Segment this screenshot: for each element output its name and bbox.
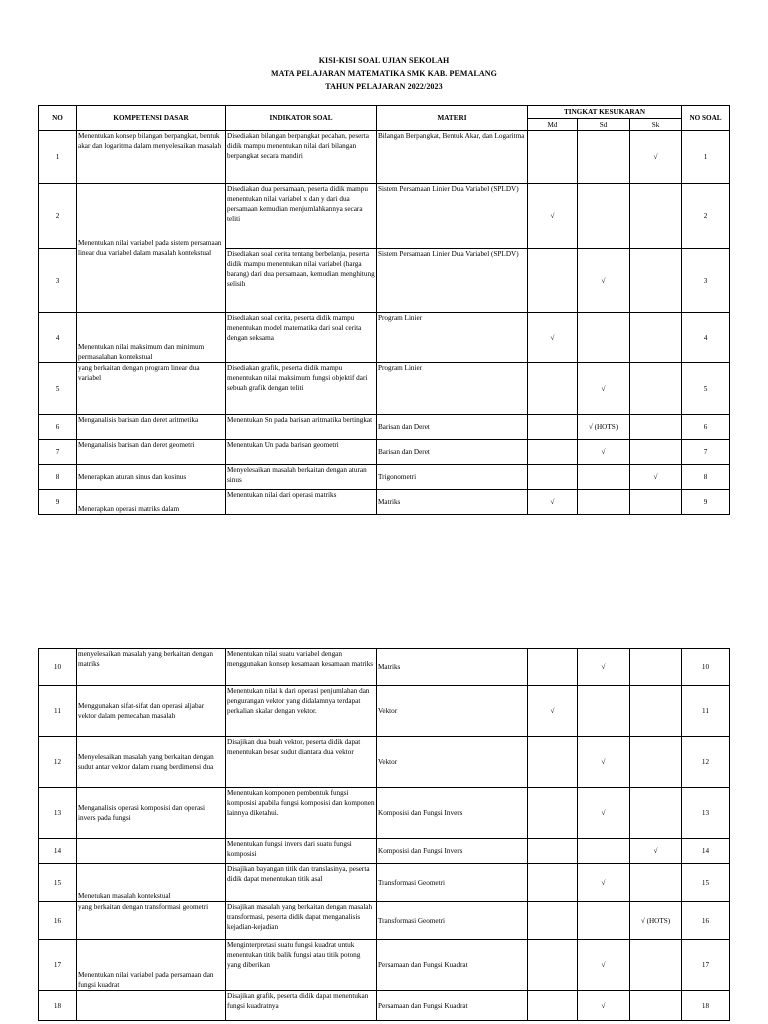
table-row [39, 131, 730, 184]
row-number: 18 [39, 991, 77, 1021]
no-soal-cell: 3 [682, 249, 730, 313]
materi-cell: Persamaan dan Fungsi Kuadrat [377, 991, 528, 1021]
sd-cell: √ [578, 440, 630, 465]
md-cell [528, 249, 578, 313]
kompetensi-dasar-cell: Menentukan nilai variabel pada sistem persamaan linear dua variabel dalam masalah kontekstual [77, 184, 226, 313]
sk-cell [630, 313, 682, 363]
materi-cell: Bilangan Berpangkat, Bentuk Akar, dan Logaritma [377, 131, 528, 184]
kompetensi-dasar-cell: menyelesaikan masalah yang berkaitan dengan matriks [77, 649, 226, 686]
indikator-cell: Disediakan grafik, peserta didik mampu menentukan nilai maksimum fungsi objektif dari sebuah grafik dengan teliti [226, 363, 377, 415]
table-row [39, 902, 730, 940]
materi-cell: Trigonometri [377, 465, 528, 490]
header-indikator-soal: INDIKATOR SOAL [226, 106, 377, 131]
sd-cell [578, 686, 630, 737]
indikator-cell: Menentukan nilai suatu variabel dengan menggunakan konsep kesamaan kesamaan matriks [226, 649, 377, 686]
sd-cell: √ [578, 249, 630, 313]
kisi-kisi-table-page-2 [38, 648, 730, 1021]
materi-cell: Program Linier [377, 363, 528, 415]
table-row [39, 415, 730, 440]
kompetensi-dasar-cell: Menentukan nilai maksimum dan minimum permasalahan kontekstual [77, 313, 226, 363]
sk-cell: √ [630, 465, 682, 490]
indikator-cell: Disediakan bilangan berpangkat pecahan, peserta didik mampu menentukan nilai dari bilangan berpangkat secara mandiri [226, 131, 377, 184]
sd-cell [578, 313, 630, 363]
no-soal-cell: 9 [682, 490, 730, 515]
no-soal-cell: 4 [682, 313, 730, 363]
table-row [39, 440, 730, 465]
sd-cell: √ [578, 864, 630, 902]
no-soal-cell: 10 [682, 649, 730, 686]
table-row [39, 864, 730, 902]
sk-cell: √ (HOTS) [630, 902, 682, 940]
kompetensi-dasar-cell [77, 991, 226, 1021]
md-cell [528, 649, 578, 686]
kompetensi-dasar-cell: yang berkaitan dengan transformasi geometri [77, 902, 226, 940]
sk-cell [630, 686, 682, 737]
md-cell: √ [528, 686, 578, 737]
kompetensi-dasar-cell: yang berkaitan dengan program linear dua variabel [77, 363, 226, 415]
md-cell [528, 991, 578, 1021]
indikator-cell: Menentukan nilai dari operasi matriks [226, 490, 377, 515]
no-soal-cell: 15 [682, 864, 730, 902]
sd-cell [578, 465, 630, 490]
row-number: 2 [39, 184, 77, 249]
sk-cell [630, 490, 682, 515]
sk-cell [630, 415, 682, 440]
sd-cell [578, 184, 630, 249]
sd-cell [578, 131, 630, 184]
materi-cell: Sistem Persamaan Linier Dua Variabel (SPLDV) [377, 249, 528, 313]
md-cell [528, 415, 578, 440]
no-soal-cell: 6 [682, 415, 730, 440]
materi-cell: Transformasi Geometri [377, 864, 528, 902]
row-number: 4 [39, 313, 77, 363]
materi-cell: Transformasi Geometri [377, 902, 528, 940]
no-soal-cell: 17 [682, 940, 730, 991]
row-number: 8 [39, 465, 77, 490]
sk-cell [630, 788, 682, 839]
materi-cell: Barisan dan Deret [377, 415, 528, 440]
sd-cell [578, 839, 630, 864]
sk-cell [630, 940, 682, 991]
indikator-cell: Menentukan nilai k dari operasi penjumlahan dan pengurangan vektor yang didalamnya terdapat perkalian skalar dengan vektor. [226, 686, 377, 737]
title-line-1: KISI-KISI SOAL UJIAN SEKOLAH [318, 56, 450, 65]
materi-cell: Komposisi dan Fungsi Invers [377, 788, 528, 839]
materi-cell: Persamaan dan Fungsi Kuadrat [377, 940, 528, 991]
sk-cell: √ [630, 839, 682, 864]
kompetensi-dasar-cell: Menentukan konsep bilangan berpangkat, bentuk akar dan logaritma dalam menyelesaikan masalah [77, 131, 226, 184]
table-row [39, 940, 730, 991]
indikator-cell: Menentukan fungsi invers dari suatu fungsi komposisi [226, 839, 377, 864]
row-number: 1 [39, 131, 77, 184]
kompetensi-dasar-cell [77, 839, 226, 864]
indikator-cell: Disediakan dua persamaan, peserta didik mampu menentukan nilai variabel x dan y dari dua persamaan kemudian menjumlahkannya secara teliti [226, 184, 377, 249]
md-cell [528, 440, 578, 465]
no-soal-cell: 12 [682, 737, 730, 788]
row-number: 3 [39, 249, 77, 313]
sd-cell: √ [578, 737, 630, 788]
md-cell [528, 839, 578, 864]
sd-cell [578, 490, 630, 515]
table-row [39, 184, 730, 249]
kompetensi-dasar-cell: Menerapkan aturan sinus dan kosinus [77, 465, 226, 490]
header-no-soal: NO SOAL [682, 106, 730, 131]
md-cell [528, 902, 578, 940]
header-materi: MATERI [377, 106, 528, 131]
table-row [39, 737, 730, 788]
md-cell [528, 940, 578, 991]
table-row [39, 991, 730, 1021]
indikator-cell: Menginterpretasi suatu fungsi kuadrat untuk menentukan titik balik fungsi atau titik potong yang diberikan [226, 940, 377, 991]
table-row [39, 490, 730, 515]
materi-cell: Matriks [377, 490, 528, 515]
materi-cell: Komposisi dan Fungsi Invers [377, 839, 528, 864]
md-cell: √ [528, 313, 578, 363]
row-number: 6 [39, 415, 77, 440]
md-cell [528, 737, 578, 788]
sk-cell [630, 363, 682, 415]
md-cell: √ [528, 490, 578, 515]
table-row [39, 839, 730, 864]
no-soal-cell: 8 [682, 465, 730, 490]
row-number: 13 [39, 788, 77, 839]
row-number: 5 [39, 363, 77, 415]
kompetensi-dasar-cell: Menentukan nilai variabel pada persamaan dan fungsi kuadrat [77, 940, 226, 991]
sk-cell [630, 649, 682, 686]
indikator-cell: Menentukan Un pada barisan geometri [226, 440, 377, 465]
md-cell [528, 363, 578, 415]
table-row [39, 465, 730, 490]
row-number: 17 [39, 940, 77, 991]
header-kompetensi-dasar: KOMPETENSI DASAR [77, 106, 226, 131]
sk-cell [630, 991, 682, 1021]
sk-cell [630, 440, 682, 465]
sk-cell [630, 864, 682, 902]
kisi-kisi-table-page-1 [38, 105, 730, 515]
kompetensi-dasar-cell: Menyelesaikan masalah yang berkaitan dengan sudut antar vektor dalam ruang berdimensi dua [77, 737, 226, 788]
md-cell [528, 131, 578, 184]
indikator-cell: Menentukan Sn pada barisan aritmatika bertingkat [226, 415, 377, 440]
indikator-cell: Disediakan soal cerita tentang berbelanja, peserta didik mampu menentukan nilai variabel (harga barang) dari dua persamaan, kemudian menghitung selisih [226, 249, 377, 313]
materi-cell: Program Linier [377, 313, 528, 363]
row-number: 16 [39, 902, 77, 940]
row-number: 10 [39, 649, 77, 686]
row-number: 9 [39, 490, 77, 515]
header-sd: Sd [578, 119, 630, 131]
no-soal-cell: 13 [682, 788, 730, 839]
md-cell [528, 864, 578, 902]
header-sk: Sk [630, 119, 682, 131]
table-row [39, 788, 730, 839]
no-soal-cell: 7 [682, 440, 730, 465]
md-cell: √ [528, 184, 578, 249]
indikator-cell: Disajikan masalah yang berkaitan dengan masalah transformasi, peserta didik dapat menganalisis kejadian-kejadian [226, 902, 377, 940]
table-row [39, 363, 730, 415]
md-cell [528, 788, 578, 839]
header-md: Md [528, 119, 578, 131]
title-line-2: MATA PELAJARAN MATEMATIKA SMK KAB. PEMALANG [271, 69, 497, 78]
indikator-cell: Disajikan dua buah vektor, peserta didik dapat menentukan besar sudut diantara dua vektor [226, 737, 377, 788]
indikator-cell: Disajikan bayangan titik dan translasinya, peserta didik dapat menentukan titik asal [226, 864, 377, 902]
sd-cell: √ (HOTS) [578, 415, 630, 440]
row-number: 14 [39, 839, 77, 864]
no-soal-cell: 1 [682, 131, 730, 184]
row-number: 15 [39, 864, 77, 902]
md-cell [528, 465, 578, 490]
indikator-cell: Menentukan komponen pembentuk fungsi komposisi apabila fungsi komposisi dan komponen lainnya diketahui. [226, 788, 377, 839]
sd-cell: √ [578, 940, 630, 991]
sd-cell: √ [578, 788, 630, 839]
kompetensi-dasar-cell: Menganalisis barisan dan deret geometri [77, 440, 226, 465]
row-number: 7 [39, 440, 77, 465]
no-soal-cell: 2 [682, 184, 730, 249]
table-row [39, 686, 730, 737]
sk-cell: √ [630, 131, 682, 184]
header-no: NO [39, 106, 77, 131]
materi-cell: Barisan dan Deret [377, 440, 528, 465]
table-row [39, 649, 730, 686]
row-number: 11 [39, 686, 77, 737]
sk-cell [630, 249, 682, 313]
kompetensi-dasar-cell: Menganalisis barisan dan deret aritmetika [77, 415, 226, 440]
sd-cell: √ [578, 363, 630, 415]
materi-cell: Vektor [377, 737, 528, 788]
indikator-cell: Disediakan soal cerita, peserta didik mampu menentukan model matematika dari soal cerita dengan seksama [226, 313, 377, 363]
kompetensi-dasar-cell: Menggunakan sifat-sifat dan operasi aljabar vektor dalam pemecahan masalah [77, 686, 226, 737]
header-tingkat-kesukaran: TINGKAT KESUKARAN [528, 106, 682, 119]
table-row [39, 313, 730, 363]
sk-cell [630, 184, 682, 249]
kompetensi-dasar-cell: Menetukan masalah kontekstual [77, 864, 226, 902]
kompetensi-dasar-cell: Menganalisis operasi komposisi dan operasi invers pada fungsi [77, 788, 226, 839]
indikator-cell: Menyelesaikan masalah berkaitan dengan aturan sinus [226, 465, 377, 490]
no-soal-cell: 16 [682, 902, 730, 940]
no-soal-cell: 5 [682, 363, 730, 415]
no-soal-cell: 18 [682, 991, 730, 1021]
materi-cell: Sistem Persamaan Linier Dua Variabel (SPLDV) [377, 184, 528, 249]
sk-cell [630, 737, 682, 788]
materi-cell: Matriks [377, 649, 528, 686]
title-line-3: TAHUN PELAJARAN 2022/2023 [325, 82, 443, 91]
materi-cell: Vektor [377, 686, 528, 737]
kompetensi-dasar-cell: Menerapkan operasi matriks dalam [77, 490, 226, 515]
no-soal-cell: 14 [682, 839, 730, 864]
no-soal-cell: 11 [682, 686, 730, 737]
sd-cell [578, 902, 630, 940]
sd-cell: √ [578, 649, 630, 686]
indikator-cell: Disajikan grafik, peserta didik dapat menentukan fungsi kuadratnya [226, 991, 377, 1021]
sd-cell: √ [578, 991, 630, 1021]
row-number: 12 [39, 737, 77, 788]
